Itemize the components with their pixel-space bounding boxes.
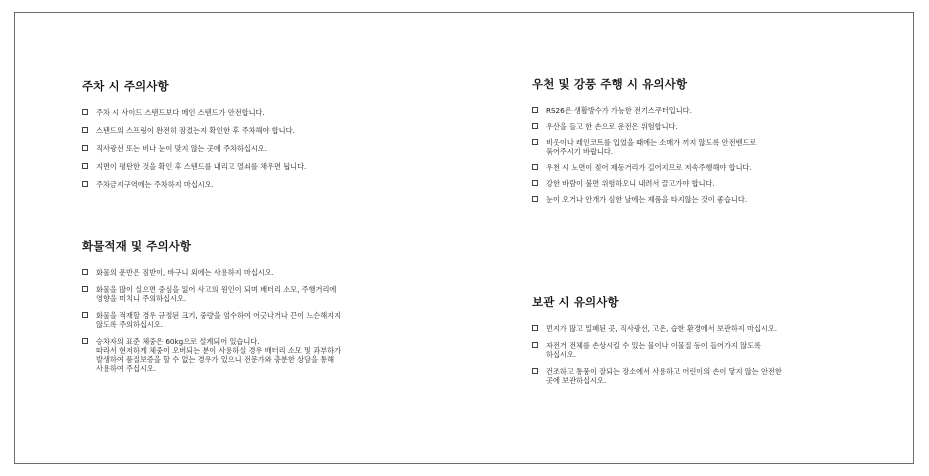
checkbox-square-icon (532, 342, 538, 348)
checklist-item (532, 367, 862, 385)
checklist-item-text: 비옷이나 레인코트를 입었을 때에는 소매가 끼지 않도록 안전밴드로 묶어주시기 바랍니다. (546, 138, 757, 156)
parking-list (82, 108, 412, 189)
checkbox-square-icon (82, 312, 88, 318)
checklist-item-text: 눈이 오거나 안개가 심한 날에는 제품을 타지않는 것이 좋습니다. (546, 195, 748, 204)
checkbox-square-icon (82, 269, 88, 275)
checklist-item (532, 195, 862, 204)
checkbox-square-icon (532, 164, 538, 170)
rain-wind-list (532, 106, 862, 204)
checkbox-square-icon (82, 109, 88, 115)
checklist-item-text: 자전거 전체를 손상시킬 수 있는 물이나 이물질 등이 들어가지 않도록 하십시오. (546, 341, 761, 359)
checkbox-square-icon (532, 107, 538, 113)
checkbox-square-icon (82, 286, 88, 292)
cargo-list (82, 268, 412, 373)
checkbox-square-icon (82, 338, 88, 344)
checkbox-square-icon (532, 139, 538, 145)
checklist-item-text: 직사광선 또는 비나 눈이 맞지 않는 곳에 주차하십시오. (96, 144, 268, 153)
checklist-item-text: 승차자의 표준 체중은 60kg으로 설계되어 있습니다. 따라서 현저하게 체중이 오버되는 분이 사용하실 경우 배터리 소모 및 과부하가 발생하여 품질보증을 할 수 없는 경우가 있으니 전문가와 충분한 상담을 통해 사용하여 주십시오. (96, 337, 342, 373)
checkbox-square-icon (532, 123, 538, 129)
cargo-section (82, 238, 412, 381)
checklist-item (532, 122, 862, 131)
checklist-item-text: 건조하고 통풍이 잘되는 장소에서 사용하고 어린이의 손이 닿지 않는 안전한 곳에 보관하십시오. (546, 367, 782, 385)
checklist-item (82, 126, 412, 135)
checkbox-square-icon (532, 196, 538, 202)
storage-list (532, 324, 862, 385)
checkbox-square-icon (82, 181, 88, 187)
parking-section (82, 78, 412, 198)
checklist-item-text: 주차금지구역에는 주차하지 마십시오. (96, 180, 214, 189)
checklist-item (82, 311, 412, 329)
checklist-item (82, 337, 412, 373)
checklist-item-text: 주차 시 사이드 스탠드보다 메인 스탠드가 안전합니다. (96, 108, 265, 117)
checklist-item-text: 화물을 많이 실으면 중심을 잃어 사고의 원인이 되며 배터리 소모, 주행거리에 영향을 미치니 주의하십시오. (96, 285, 337, 303)
checklist-item-text: 화물을 적재할 경우 규정된 크기, 중량을 엄수하여 어긋나거나 끈이 느슨해지지 않도록 주의하십시오. (96, 311, 342, 329)
parking-title: 주차 시 주의사항 (82, 79, 169, 93)
checklist-item (82, 108, 412, 117)
checklist-item (82, 180, 412, 189)
checklist-item (532, 179, 862, 188)
checklist-item-text: RS26은 생활방수가 가능한 전기스쿠터입니다. (546, 106, 692, 115)
checklist-item (532, 106, 862, 115)
cargo-title: 화물적재 및 주의사항 (82, 239, 192, 253)
checkbox-square-icon (532, 180, 538, 186)
checklist-item (532, 138, 862, 156)
checklist-item-text: 강한 바람이 불면 위험하오니 내려서 끌고가야 합니다. (546, 179, 715, 188)
checklist-item (82, 285, 412, 303)
checkbox-square-icon (532, 368, 538, 374)
storage-title: 보관 시 유의사항 (532, 295, 619, 309)
rain-wind-section (532, 76, 862, 211)
checkbox-square-icon (82, 145, 88, 151)
checklist-item-text: 우산을 들고 한 손으로 운전은 위험합니다. (546, 122, 678, 131)
storage-section (532, 294, 862, 393)
checklist-item (82, 268, 412, 277)
checkbox-square-icon (82, 127, 88, 133)
checkbox-square-icon (532, 325, 538, 331)
checklist-item (82, 162, 412, 171)
rain-wind-title: 우천 및 강풍 주행 시 유의사항 (532, 77, 688, 91)
checklist-item-text: 우천 시 노면이 젖어 제동거리가 길어지므로 저속주행해야 합니다. (546, 163, 752, 172)
checklist-item-text: 스탠드의 스프링이 완전히 잠겼는지 확인한 후 주차해야 합니다. (96, 126, 295, 135)
checklist-item-text: 화물의 운반은 짐받이, 바구니 외에는 사용하지 마십시오. (96, 268, 274, 277)
checklist-item (532, 341, 862, 359)
checklist-item-text: 먼지가 많고 밀폐된 곳, 직사광선, 고온, 습한 환경에서 보관하지 마십시오. (546, 324, 778, 333)
checklist-item (532, 163, 862, 172)
checkbox-square-icon (82, 163, 88, 169)
checklist-item (82, 144, 412, 153)
checklist-item (532, 324, 862, 333)
checklist-item-text: 지면이 평탄한 것을 확인 후 스탠드를 내리고 열쇠를 채우면 됩니다. (96, 162, 307, 171)
